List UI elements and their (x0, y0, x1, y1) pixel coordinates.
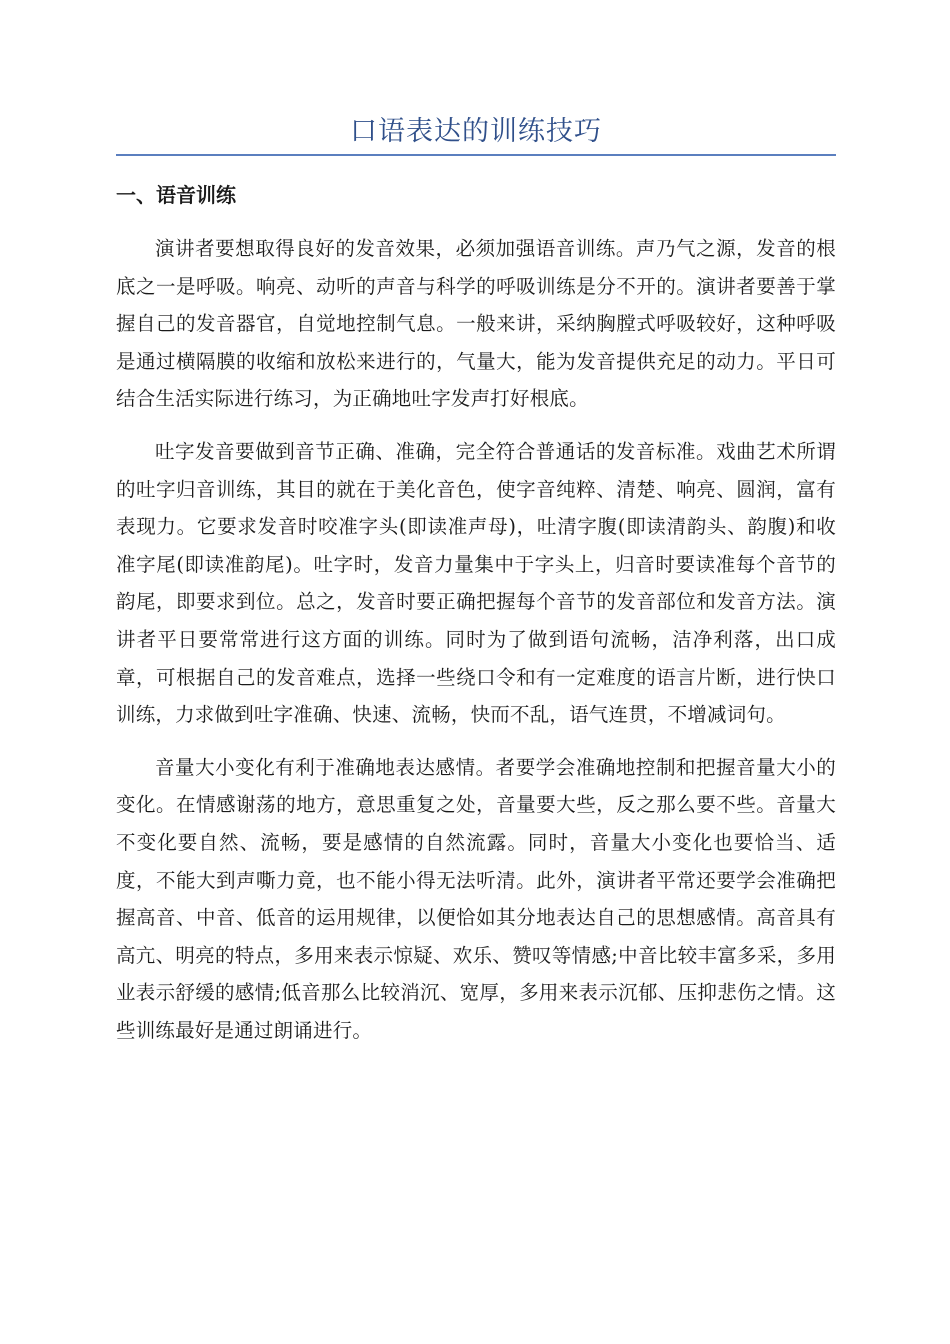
paragraph-volume: 音量大小变化有利于准确地表达感情。者要学会准确地控制和把握音量大小的变化。在情感谢荡的地方，意思重复之处，音量要大些，反之那么要不些。音量大不变化要自然、流畅，要是感情的自然流露。同时，音量大小变化也要恰当、适度，不能大到声嘶力竟，也不能小得无法听清。此外，演讲者平常还要学会准确把握高音、中音、低音的运用规律，以便恰如其分地表达自己的思想感情。高音具有高亢、明亮的特点，多用来表示惊疑、欢乐、赞叹等情感;中音比较丰富多采，多用业表示舒缓的感情;低音那么比较消沉、宽厚，多用来表示沉郁、压抑悲伤之情。这些训练最好是通过朗诵进行。 (116, 755, 836, 1042)
paragraph-breathing: 演讲者要想取得良好的发音效果，必须加强语音训练。声乃气之源，发音的根底之一是呼吸。响亮、动听的声音与科学的呼吸训练是分不开的。演讲者要善于掌握自己的发音器官，自觉地控制气息。一般来讲，采纳胸膛式呼吸较好，这种呼吸是通过横隔膜的收缩和放松来进行的，气量大，能为发音提供充足的动力。平日可结合生活实际进行练习，为正确地吐字发声打好根底。 (116, 237, 836, 411)
section-body (116, 230, 836, 1064)
document-title: 口语表达的训练技巧 (350, 116, 602, 147)
paragraph-articulation: 吐字发音要做到音节正确、准确，完全符合普通话的发音标准。戏曲艺术所谓的吐字归音训练，其目的就在于美化音色，使字音纯粹、清楚、响亮、圆润，富有表现力。它要求发音时咬准字头(即读准声母)，吐清字腹(即读清韵头、韵腹)和收准字尾(即读准韵尾)。吐字时，发音力量集中于字头上，归音时要读准每个音节的韵尾，即要求到位。总之，发音时要正确把握每个音节的发音部位和发音方法。演讲者平日要常常进行这方面的训练。同时为了做到语句流畅，洁净利落，出口成章，可根据自己的发音难点，选择一些绕口令和有一定难度的语言片断，进行快口训练，力求做到吐字准确、快速、流畅，快而不乱，语气连贯，不增减词句。 (116, 439, 836, 727)
title-underline (116, 154, 836, 156)
section-heading: 一、语音训练 (116, 183, 236, 207)
